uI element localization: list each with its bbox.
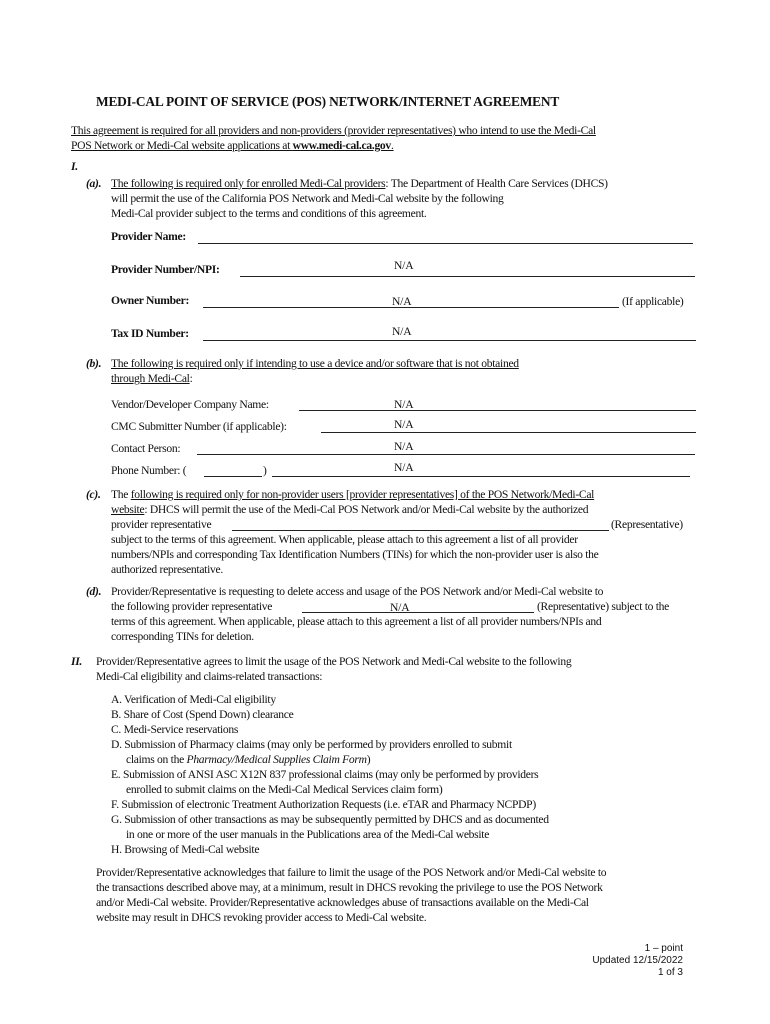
clause-c-line-2: website: DHCS will permit the use of the Medi-Cal POS Network and/or Medi-Cal website by the authorized — [111, 503, 589, 516]
list-item-c: C. Medi-Service reservations — [111, 723, 239, 736]
clause-d-line-4: corresponding TINs for deletion. — [111, 630, 254, 643]
clause-a-marker: (a). — [86, 177, 102, 190]
closing-line-3: and/or Medi-Cal website. Provider/Representative acknowledges abuse of transactions available on the Medi-Cal — [96, 896, 589, 909]
contact-value: N/A — [394, 440, 414, 453]
cmc-field[interactable] — [321, 432, 696, 433]
list-item-a: A. Verification of Medi-Cal eligibility — [111, 693, 276, 706]
clause-c-line-1: The following is required only for non-provider users [provider representatives] of the POS Network/Medi-Cal — [111, 488, 595, 501]
closing-line-1: Provider/Representative acknowledges that failure to limit the usage of the POS Network and/or Medi-Cal website to — [96, 866, 607, 879]
clause-d-marker: (d). — [86, 585, 102, 598]
provider-name-label: Provider Name: — [111, 230, 186, 243]
clause-a-line-1: The following is required only for enrolled Medi-Cal providers: The Department of Health Care Services (DHCS) — [111, 177, 608, 190]
footer-page-number: 1 of 3 — [657, 967, 683, 978]
phone-area-code-field[interactable] — [204, 476, 262, 477]
list-item-f: F. Submission of electronic Treatment Authorization Requests (i.e. eTAR and Pharmacy NCPDP) — [111, 798, 536, 811]
phone-paren: ) — [263, 464, 267, 477]
contact-field[interactable] — [197, 454, 695, 455]
delete-representative-value: N/A — [390, 601, 410, 614]
clause-c-line-3: provider representative — [111, 518, 212, 531]
closing-line-4: website may result in DHCS revoking provider access to Medi-Cal website. — [96, 911, 427, 924]
page-title: MEDI-CAL POINT OF SERVICE (POS) NETWORK/INTERNET AGREEMENT — [96, 94, 560, 109]
phone-number-field[interactable] — [272, 476, 690, 477]
clause-c-line-5: numbers/NPIs and corresponding Tax Identification Numbers (TINs) for which the non-provider user is also the — [111, 548, 599, 561]
representative-field[interactable] — [232, 530, 609, 531]
cmc-value: N/A — [394, 418, 414, 431]
list-item-d-line-1: D. Submission of Pharmacy claims (may only be performed by providers enrolled to submit — [111, 738, 512, 751]
vendor-label: Vendor/Developer Company Name: — [111, 398, 269, 411]
provider-number-value: N/A — [394, 259, 414, 272]
clause-d-line-3: terms of this agreement. When applicable, please attach to this agreement a list of all provider numbers/NPIs and — [111, 615, 602, 628]
phone-label: Phone Number: ( — [111, 464, 187, 477]
owner-number-suffix: (If applicable) — [622, 295, 684, 308]
clause-c-line-6: authorized representative. — [111, 563, 223, 576]
list-item-b: B. Share of Cost (Spend Down) clearance — [111, 708, 294, 721]
owner-number-label: Owner Number: — [111, 294, 189, 307]
intro-line-1: This agreement is required for all providers and non-providers (provider representatives) who intend to use the Medi-Cal — [71, 124, 596, 137]
list-item-g-line-2: in one or more of the user manuals in the Publications area of the Medi-Cal website — [126, 828, 490, 841]
clause-d-line-1: Provider/Representative is requesting to delete access and usage of the POS Network and/or Medi-Cal website to — [111, 585, 604, 598]
intro-line-2: POS Network or Medi-Cal website applications at www.medi-cal.ca.gov. — [71, 139, 394, 152]
list-item-g-line-1: G. Submission of other transactions as may be subsequently permitted by DHCS and as documented — [111, 813, 549, 826]
clause-c-line-4: subject to the terms of this agreement. When applicable, please attach to this agreement a list of all provider — [111, 533, 578, 546]
list-item-e-line-1: E. Submission of ANSI ASC X12N 837 professional claims (may only be performed by providers — [111, 768, 539, 781]
clause-d-line-2-suffix: (Representative) subject to the — [537, 600, 670, 613]
list-item-e-line-2: enrolled to submit claims on the Medi-Cal Medical Services claim form) — [126, 783, 443, 796]
owner-number-value: N/A — [392, 295, 412, 308]
website-link[interactable]: www.medi-cal.ca.gov — [292, 139, 391, 152]
list-item-h: H. Browsing of Medi-Cal website — [111, 843, 260, 856]
vendor-value: N/A — [394, 398, 414, 411]
footer-updated-date: Updated 12/15/2022 — [592, 955, 683, 966]
section-2-line-2: Medi-Cal eligibility and claims-related transactions: — [96, 670, 323, 683]
section-2-line-1: Provider/Representative agrees to limit the usage of the POS Network and Medi-Cal website to the following — [96, 655, 572, 668]
provider-number-label: Provider Number/NPI: — [111, 263, 220, 276]
provider-name-field[interactable] — [198, 243, 693, 244]
clause-c-marker: (c). — [86, 488, 101, 501]
provider-number-field[interactable] — [240, 276, 695, 277]
contact-label: Contact Person: — [111, 442, 181, 455]
delete-representative-field[interactable] — [302, 612, 534, 613]
clause-b-marker: (b). — [86, 357, 102, 370]
clause-c-line-3-suffix: (Representative) — [611, 518, 683, 531]
section-1-numeral: I. — [71, 160, 78, 173]
phone-value: N/A — [394, 461, 414, 474]
clause-b-line-2: through Medi-Cal: — [111, 372, 193, 385]
section-2-numeral: II. — [71, 655, 83, 668]
tax-id-field[interactable] — [203, 340, 696, 341]
list-item-d-line-2: claims on the Pharmacy/Medical Supplies Claim Form) — [126, 753, 371, 766]
clause-a-line-3: Medi-Cal provider subject to the terms and conditions of this agreement. — [111, 207, 427, 220]
cmc-label: CMC Submitter Number (if applicable): — [111, 420, 287, 433]
tax-id-label: Tax ID Number: — [111, 327, 189, 340]
clause-a-line-2: will permit the use of the California POS Network and Medi-Cal website by the following — [111, 192, 504, 205]
vendor-field[interactable] — [299, 410, 696, 411]
clause-b-line-1: The following is required only if intending to use a device and/or software that is not obtained — [111, 357, 519, 370]
footer-form-id: 1 – point — [644, 943, 683, 954]
closing-line-2: the transactions described above may, at a minimum, result in DHCS revoking the privilege to use the POS Network — [96, 881, 603, 894]
tax-id-value: N/A — [392, 325, 412, 338]
clause-d-line-2: the following provider representative — [111, 600, 273, 613]
